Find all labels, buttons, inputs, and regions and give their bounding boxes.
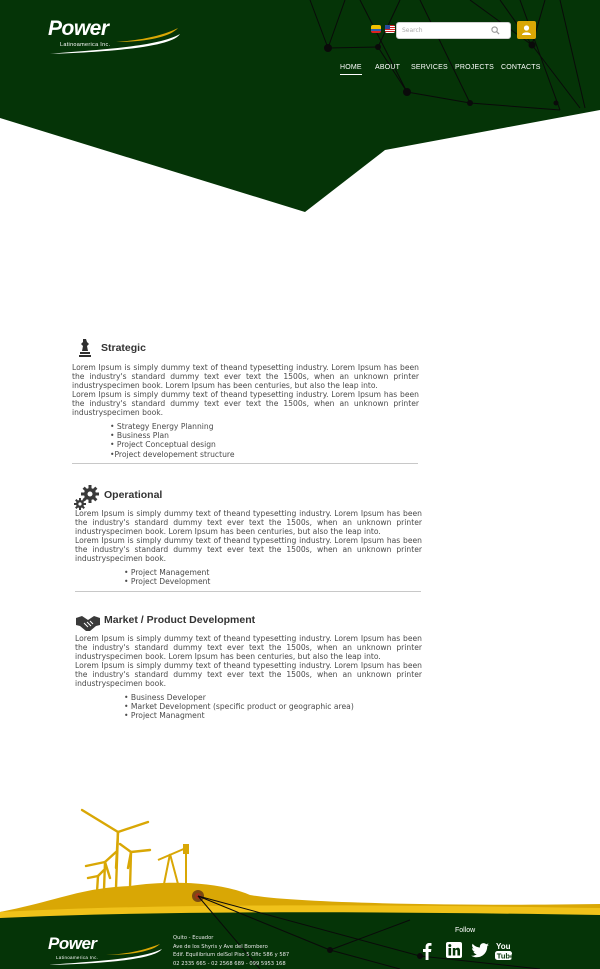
brand-tagline: Latinoamerica Inc. [60,42,111,48]
section-paragraph: Lorem Ipsum is simply dummy text of theand typesetting industry. Lorem Ipsum has been the industry's standard dummy text ever text the 1500s, when an unknown printer industryspecimen book. Lorem Ipsum has been centuries, but also the leap into. [75,509,422,537]
footer-brand-logo[interactable] [46,934,166,967]
list-item: • Project Management [124,568,210,577]
chess-knight-icon [78,338,92,358]
address-line: Edif. Equilibrium delSol Piso 5 Ofic 586 y 587 [173,952,290,959]
svg-text:Tube: Tube [496,951,515,961]
gears-icon [74,484,102,510]
nav-projects[interactable]: PROJECTS [455,64,494,71]
section-paragraph: Lorem Ipsum is simply dummy text of theand typesetting industry. Lorem Ipsum has been the industry's standard dummy text ever text the 1500s, when an unknown printer industryspecimen book. [75,661,422,689]
list-item: • Project Development [124,577,211,587]
address-line: 02 2335 665 - 02 2568 689 - 099 5953 168 [173,961,286,968]
search-box[interactable] [396,22,511,39]
list-item: • Market Development (specific product or geographic area) [124,702,354,712]
us-flag-icon[interactable] [385,25,395,33]
section-bullet-list [124,693,354,721]
nav-services[interactable]: SERVICES [411,64,448,71]
address-line: Ave de los Shyris y Ave del Bombero [173,943,268,950]
linkedin-icon[interactable] [446,942,462,958]
list-item: • Business Developer [124,693,206,702]
section-paragraph: Lorem Ipsum is simply dummy text of theand typesetting industry. Lorem Ipsum has been the industry's standard dummy text ever text the 1500s, when an unknown printer industryspecimen book. [72,390,419,418]
svg-text:You: You [496,942,511,951]
section-title-market-product-development: Market / Product Development [104,614,256,626]
footer-brand-tagline: Latinoamerica Inc. [56,955,99,960]
user-icon [517,21,536,39]
brand-logo[interactable] [46,17,186,56]
user-account-button[interactable] [517,21,536,39]
list-item: • Project Conceptual design [110,440,216,450]
footer-address [173,934,289,969]
facebook-icon[interactable] [422,942,432,960]
section-paragraph: Lorem Ipsum is simply dummy text of theand typesetting industry. Lorem Ipsum has been the industry's standard dummy text ever text the 1500s, when an unknown printer industryspecimen book. Lorem Ipsum has been centuries, but also the leap into. [75,634,422,662]
section-divider [72,463,418,464]
es-flag-icon[interactable] [371,25,381,33]
nav-about[interactable]: ABOUT [375,64,401,71]
list-item: • Strategy Energy Planning [110,422,214,431]
section-title-operational: Operational [104,489,163,501]
nav-contacts[interactable]: CONTACTS [501,64,541,71]
search-input[interactable] [397,23,493,38]
nav-home[interactable]: HOME [340,64,362,75]
section-title-strategic: Strategic [101,342,146,354]
footer-brand-name: Power [48,934,97,953]
list-item: •Project developement structure [110,449,235,459]
list-item: • Project Managment [124,711,205,721]
search-icon[interactable] [491,26,500,35]
list-item: • Business Plan [110,431,169,441]
youtube-icon[interactable] [495,941,515,961]
brand-name: Power [48,17,109,40]
section-paragraph: Lorem Ipsum is simply dummy text of theand typesetting industry. Lorem Ipsum has been the industry's standard dummy text ever text the 1500s, when an unknown printer industryspecimen book. Lorem Ipsum has been centuries, but also the leap into. [72,363,419,391]
section-bullet-list [124,568,210,586]
section-bullet-list [110,422,235,459]
section-divider [75,591,421,592]
follow-label: Follow [455,927,476,934]
handshake-icon [76,614,100,632]
twitter-icon[interactable] [471,943,489,957]
section-paragraph: Lorem Ipsum is simply dummy text of theand typesetting industry. Lorem Ipsum has been the industry's standard dummy text ever text the 1500s, when an unknown printer industryspecimen book. [75,536,422,564]
address-line: Quito - Ecuador [173,935,214,941]
